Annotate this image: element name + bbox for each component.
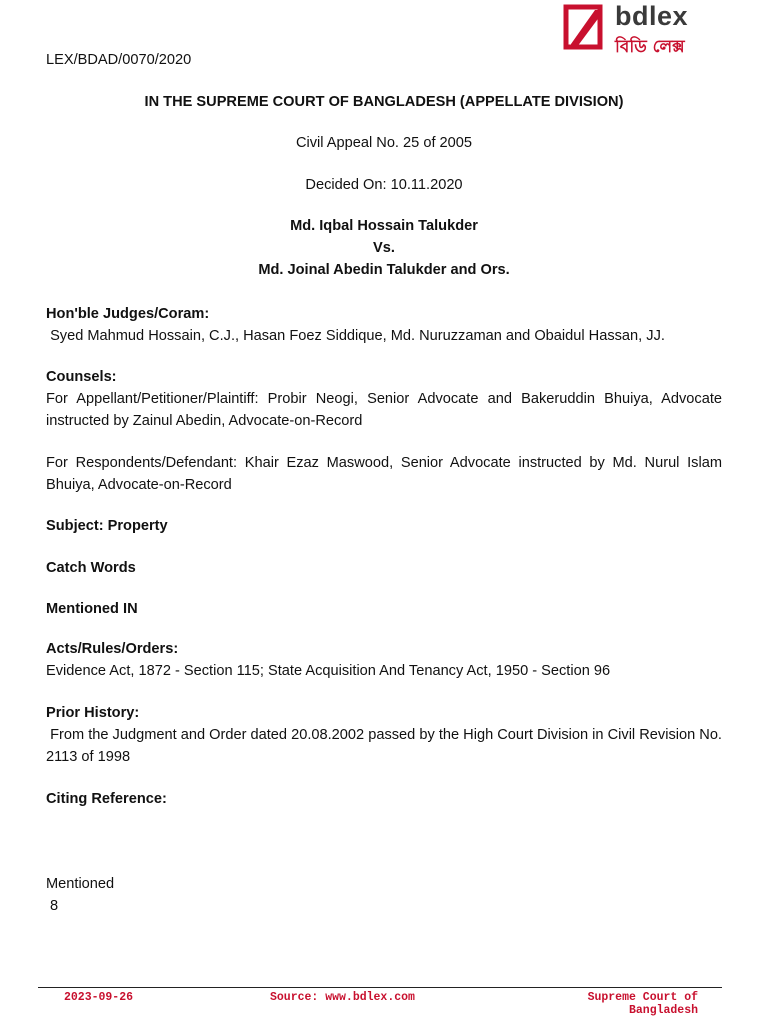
counsel-appellant: For Appellant/Petitioner/Plaintiff: Probir Neogi, Senior Advocate and Bakeruddin Bhuiya, Advocate instructed by Zainul Abedin, Advocate-on-Record	[46, 391, 722, 429]
counsel-respondent: For Respondents/Defendant: Khair Ezaz Maswood, Senior Advocate instructed by Md. Nurul Islam Bhuiya, Advocate-on-Record	[46, 455, 722, 493]
respondent-name: Md. Joinal Abedin Talukder and Ors.	[258, 262, 510, 278]
catch-words: Catch Words	[46, 560, 136, 576]
footer-court-line2: Bangladesh	[628, 1004, 698, 1017]
footer-date: 2023-09-26	[64, 991, 134, 1004]
citing-reference: Citing Reference:	[46, 791, 167, 807]
bdlex-logo-icon	[563, 4, 603, 50]
acts-value: Evidence Act, 1872 - Section 115; State Acquisition And Tenancy Act, 1950 - Section 96	[46, 663, 611, 679]
mentioned-count: 8	[46, 898, 59, 914]
counsels-section	[46, 366, 722, 432]
mentioned-section	[46, 873, 722, 917]
counsels-label: Counsels:	[46, 369, 117, 385]
acts-label: Acts/Rules/Orders:	[46, 641, 179, 657]
footer-divider	[38, 987, 722, 988]
logo-brand-text: bdlex	[615, 1, 689, 31]
prior-history-section	[46, 702, 727, 768]
versus-label: Vs.	[373, 240, 395, 256]
appellant-name: Md. Iqbal Hossain Talukder	[290, 218, 478, 234]
judges-section	[46, 303, 722, 347]
mentioned-in: Mentioned IN	[46, 601, 138, 617]
decided-on: Decided On: 10.11.2020	[305, 177, 463, 193]
court-title: IN THE SUPREME COURT OF BANGLADESH (APPELLATE DIVISION)	[144, 94, 624, 110]
bdlex-logo	[563, 1, 703, 57]
acts-section	[46, 638, 722, 682]
footer-court	[540, 991, 698, 1017]
footer-court-line1: Supreme Court of	[587, 991, 698, 1004]
logo-bangla-text: বিডি লেক্স	[615, 37, 685, 57]
document-reference: LEX/BDAD/0070/2020	[46, 52, 192, 68]
prior-history-value: From the Judgment and Order dated 20.08.2002 passed by the High Court Division in Civil Revision No. 2113 of 1998	[46, 727, 727, 765]
mentioned-label: Mentioned	[46, 876, 115, 892]
subject: Subject: Property	[46, 518, 168, 534]
footer-source: Source: www.bdlex.com	[270, 991, 415, 1004]
prior-history-label: Prior History:	[46, 705, 140, 721]
judges-label: Hon'ble Judges/Coram:	[46, 306, 210, 322]
case-number: Civil Appeal No. 25 of 2005	[295, 135, 473, 151]
judges-value: Syed Mahmud Hossain, C.J., Hasan Foez Siddique, Md. Nuruzzaman and Obaidul Hassan, JJ.	[46, 328, 665, 344]
